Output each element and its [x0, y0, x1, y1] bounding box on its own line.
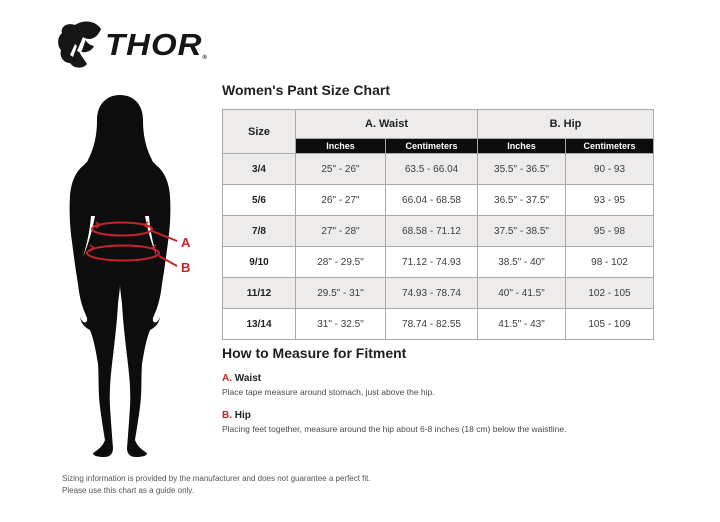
column-header-waist: A. Waist [296, 110, 478, 139]
size-table [222, 109, 654, 340]
waist-label-a: A [181, 235, 191, 250]
size-cell: 5/6 [223, 185, 296, 216]
size-cell: 13/14 [223, 309, 296, 340]
measure-desc-waist: Place tape measure around stomach, just above the hip. [222, 387, 435, 397]
thor-helmet-icon [56, 20, 104, 70]
size-table-body [223, 154, 654, 340]
hip-in-cell: 41.5" - 43" [478, 309, 566, 340]
hip-in-cell: 37.5" - 38.5" [478, 216, 566, 247]
hip-cm-cell: 102 - 105 [566, 278, 654, 309]
silhouette-body [70, 146, 171, 457]
measure-item-waist [222, 373, 682, 397]
table-row [223, 216, 654, 247]
hip-cm-cell: 90 - 93 [566, 154, 654, 185]
size-chart-section [222, 82, 653, 340]
size-cell: 3/4 [223, 154, 296, 185]
waist-cm-cell: 71.12 - 74.93 [386, 247, 478, 278]
size-chart-title: Women's Pant Size Chart [222, 82, 390, 98]
brand-logo [56, 20, 207, 70]
measure-item-hip [222, 410, 682, 434]
size-cell: 9/10 [223, 247, 296, 278]
subheader-waist-inches: Inches [296, 139, 386, 154]
measure-name-waist: Waist [234, 373, 262, 384]
waist-cm-cell: 78.74 - 82.55 [386, 309, 478, 340]
waist-in-cell: 27" - 28" [296, 216, 386, 247]
waist-cm-cell: 66.04 - 68.58 [386, 185, 478, 216]
measure-item-waist-heading [222, 373, 682, 384]
hip-cm-cell: 95 - 98 [566, 216, 654, 247]
female-silhouette-figure [60, 92, 200, 469]
size-cell: 7/8 [223, 216, 296, 247]
hip-cm-cell: 93 - 95 [566, 185, 654, 216]
hip-cm-cell: 98 - 102 [566, 247, 654, 278]
sizing-disclaimer [62, 473, 371, 496]
table-row [223, 154, 654, 185]
sizing-disclaimer-line2: Please use this chart as a guide only. [62, 485, 194, 495]
sizing-disclaimer-line1: Sizing information is provided by the manufacturer and does not guarantee a perfect fit. [62, 474, 371, 483]
brand-logo-text: THOR [105, 27, 203, 62]
subheader-hip-centimeters: Centimeters [566, 139, 654, 154]
waist-in-cell: 25" - 26" [296, 154, 386, 185]
waist-cm-cell: 74.93 - 78.74 [386, 278, 478, 309]
measure-key-b: B. [222, 410, 232, 421]
table-row [223, 278, 654, 309]
waist-cm-cell: 68.58 - 71.12 [386, 216, 478, 247]
waist-in-cell: 29.5" - 31" [296, 278, 386, 309]
column-header-size: Size [223, 110, 296, 154]
measure-item-hip-heading [222, 410, 682, 421]
waist-in-cell: 28" - 29.5" [296, 247, 386, 278]
waist-cm-cell: 63.5 - 66.04 [386, 154, 478, 185]
registered-mark: ® [202, 55, 207, 61]
hip-in-cell: 40" - 41.5" [478, 278, 566, 309]
hip-in-cell: 38.5" - 40" [478, 247, 566, 278]
measure-key-a: A. [222, 373, 232, 384]
hip-label-b: B [181, 260, 191, 275]
column-header-hip: B. Hip [478, 110, 654, 139]
subheader-hip-inches: Inches [478, 139, 566, 154]
hip-cm-cell: 105 - 109 [566, 309, 654, 340]
table-row [223, 185, 654, 216]
subheader-waist-centimeters: Centimeters [386, 139, 478, 154]
hip-in-cell: 36.5" - 37.5" [478, 185, 566, 216]
measure-guide-title: How to Measure for Fitment [222, 345, 407, 361]
table-row [223, 247, 654, 278]
hip-in-cell: 35.5" - 36.5" [478, 154, 566, 185]
measure-desc-hip: Placing feet together, measure around the hip about 6-8 inches (18 cm) below the waistline. [222, 424, 567, 434]
waist-in-cell: 26" - 27" [296, 185, 386, 216]
size-cell: 11/12 [223, 278, 296, 309]
table-row [223, 309, 654, 340]
measure-guide-section [222, 345, 682, 447]
measure-name-hip: Hip [234, 410, 251, 421]
waist-in-cell: 31" - 32.5" [296, 309, 386, 340]
